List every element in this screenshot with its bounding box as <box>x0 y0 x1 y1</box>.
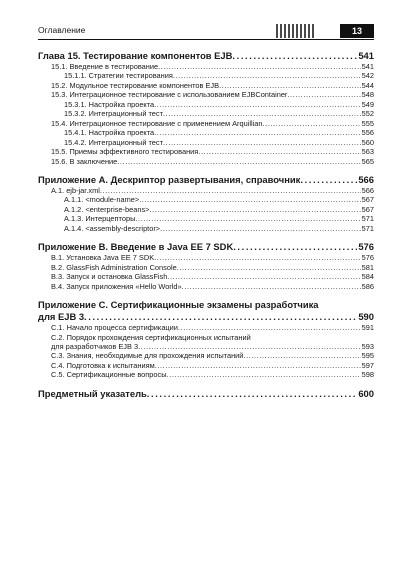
toc-entry-title: B.3. Запуск и остановка GlassFish <box>51 272 168 282</box>
dot-leader <box>167 370 361 379</box>
toc-entry[interactable] <box>38 90 374 99</box>
toc-entry-title: A.1.2. <enterprise-beans> <box>64 204 150 214</box>
spacer <box>38 233 374 241</box>
toc-entry-page: 571 <box>361 214 374 224</box>
toc-entry-page: 600 <box>358 387 374 399</box>
toc-entry-page: 544 <box>361 80 374 90</box>
toc-entry-title: C.3. Знания, необходимые для прохождения испытаний <box>51 351 244 361</box>
toc-entry-title: 15.3.2. Интеграционный тест <box>64 109 163 119</box>
toc-entry-title: Глава 15. Тестирование компонентов EJB <box>38 50 233 61</box>
toc-entry-title: A.1.3. Интерцепторы <box>64 214 136 224</box>
toc-entry[interactable] <box>38 253 374 262</box>
toc-entry-page: 591 <box>361 323 374 333</box>
toc-entry-page: 595 <box>361 351 374 361</box>
dot-leader <box>233 241 357 253</box>
header-divider <box>38 39 374 40</box>
toc-entry-title: Приложение А. Дескриптор развертывания, справочник <box>38 173 301 185</box>
toc-entry-title: C.2. Порядок прохождения сертификационных испытаний <box>51 332 251 342</box>
toc-entry[interactable] <box>38 119 374 128</box>
toc-entry-page: 571 <box>361 223 374 233</box>
toc-entry-title: A.1.1. <module-name> <box>64 195 140 205</box>
toc-entry[interactable] <box>38 361 374 370</box>
toc-entry-page: 597 <box>361 360 374 370</box>
toc-entry[interactable] <box>38 195 374 204</box>
spacer <box>38 291 374 299</box>
toc-entry[interactable] <box>38 81 374 90</box>
dot-leader <box>219 81 361 90</box>
toc-entry-title: C.4. Подготовка к испытаниям <box>51 360 155 370</box>
dot-leader <box>177 263 361 272</box>
toc-entry-title: для EJB 3 <box>38 311 85 323</box>
toc-entry-page: 584 <box>361 272 374 282</box>
toc-entry-page: 567 <box>361 204 374 214</box>
toc-index[interactable] <box>38 388 374 400</box>
dot-leader <box>84 311 357 323</box>
table-of-contents <box>38 50 374 400</box>
dot-leader <box>173 71 361 80</box>
toc-entry[interactable] <box>38 272 374 281</box>
toc-appendix-c[interactable] <box>38 299 374 323</box>
dot-leader <box>135 214 360 223</box>
toc-entry-page: 581 <box>361 262 374 272</box>
toc-entry[interactable] <box>38 370 374 379</box>
dot-leader <box>139 195 360 204</box>
page-number: 13 <box>340 24 374 38</box>
toc-entry[interactable] <box>38 333 374 352</box>
dot-leader <box>154 253 361 262</box>
toc-entry-title: для разработчиков EJB 3 <box>51 341 139 351</box>
toc-entry-title: Приложение С. Сертификационные экзамены разработчика <box>38 299 319 311</box>
toc-entry-title: A.1.4. <assembly-descriptor> <box>64 223 161 233</box>
dot-leader <box>232 50 357 62</box>
toc-entry[interactable] <box>38 147 374 156</box>
dot-leader <box>160 224 361 233</box>
dot-leader <box>154 128 361 137</box>
toc-entry-page: 598 <box>361 370 374 380</box>
toc-chapter-15[interactable] <box>38 50 374 62</box>
toc-entry-page: 576 <box>358 241 374 253</box>
page-header <box>38 24 374 38</box>
dot-leader <box>117 157 360 166</box>
toc-entry[interactable] <box>38 224 374 233</box>
toc-entry[interactable] <box>38 62 374 71</box>
dot-leader <box>163 138 361 147</box>
toc-entry[interactable] <box>38 138 374 147</box>
toc-entry-page: 549 <box>361 99 374 109</box>
toc-appendix-a[interactable] <box>38 174 374 186</box>
spacer <box>38 380 374 388</box>
dot-leader <box>149 205 360 214</box>
dot-leader <box>198 147 360 156</box>
toc-entry-page: 560 <box>361 137 374 147</box>
toc-entry-title: 15.4. Интеграционное тестирование с применением Arquillian <box>51 118 263 128</box>
toc-entry-page: 593 <box>361 341 374 351</box>
dot-leader <box>138 342 361 351</box>
dot-leader <box>287 90 360 99</box>
toc-entry-page: 586 <box>361 281 374 291</box>
toc-entry-title: 15.1.1. Стратегии тестирования <box>64 71 173 81</box>
toc-entry-title: C.1. Начало процесса сертификации <box>51 323 178 333</box>
toc-entry[interactable] <box>38 282 374 291</box>
toc-entry-title: 15.3. Интеграционное тестирование с использованием EJBContainer <box>51 90 288 100</box>
dot-leader <box>147 388 358 400</box>
toc-entry[interactable] <box>38 205 374 214</box>
toc-entry[interactable] <box>38 214 374 223</box>
toc-entry-page: 566 <box>358 173 374 185</box>
toc-appendix-b[interactable] <box>38 241 374 253</box>
header-decoration <box>276 24 316 38</box>
toc-entry-title: C.5. Сертификационные вопросы <box>51 370 167 380</box>
toc-entry-page: 566 <box>361 185 374 195</box>
dot-leader <box>300 174 357 186</box>
toc-entry-title: B.2. GlassFish Administration Console <box>51 262 177 272</box>
toc-entry-page: 590 <box>358 311 374 323</box>
spacer <box>38 166 374 174</box>
dot-leader <box>178 323 361 332</box>
dot-leader <box>100 186 361 195</box>
dot-leader <box>155 361 361 370</box>
dot-leader <box>154 100 361 109</box>
toc-entry-title: 15.1. Введение в тестирование <box>51 62 159 71</box>
toc-entry-page: 542 <box>361 71 374 81</box>
toc-entry-page: 555 <box>361 118 374 128</box>
running-title: Оглавление <box>38 25 86 35</box>
toc-entry[interactable] <box>38 109 374 118</box>
toc-entry-title: 15.2. Модульное тестирование компонентов EJB <box>51 80 220 90</box>
toc-entry[interactable] <box>38 100 374 109</box>
dot-leader <box>182 282 361 291</box>
toc-entry-page: 556 <box>361 128 374 138</box>
toc-entry-page: 563 <box>361 147 374 157</box>
toc-entry[interactable] <box>38 71 374 80</box>
toc-entry-page: 548 <box>361 90 374 100</box>
toc-entry-title: Приложение В. Введение в Java EE 7 SDK <box>38 241 234 253</box>
toc-entry-title: 15.4.2. Интеграционный тест <box>64 137 163 147</box>
toc-entry-title: 15.4.1. Настройка проекта <box>64 128 155 138</box>
toc-entry-title: 15.5. Приемы эффективного тестирования <box>51 147 199 157</box>
toc-entry[interactable] <box>38 157 374 166</box>
toc-entry-title: B.1. Установка Java EE 7 SDK <box>51 253 155 263</box>
toc-entry[interactable] <box>38 128 374 137</box>
toc-entry-title: 15.6. В заключение <box>51 156 118 166</box>
toc-entry[interactable] <box>38 351 374 360</box>
toc-entry[interactable] <box>38 323 374 332</box>
toc-entry[interactable] <box>38 186 374 195</box>
dot-leader <box>243 351 360 360</box>
toc-entry-page: 541 <box>361 62 374 71</box>
dot-leader <box>158 62 361 71</box>
toc-entry-page: 552 <box>361 109 374 119</box>
toc-entry[interactable] <box>38 263 374 272</box>
dot-leader <box>163 109 361 118</box>
toc-entry-page: 576 <box>361 253 374 263</box>
toc-entry-title: Предметный указатель <box>38 387 147 399</box>
toc-entry-title: A.1. ejb-jar.xml <box>51 185 100 195</box>
dot-leader <box>167 272 360 281</box>
toc-entry-title: B.4. Запуск приложения «Hello World» <box>51 281 182 291</box>
dot-leader <box>263 119 361 128</box>
toc-entry-page: 567 <box>361 195 374 205</box>
toc-entry-title: 15.3.1. Настройка проекта <box>64 99 155 109</box>
toc-entry-page: 541 <box>358 50 374 61</box>
toc-entry-page: 565 <box>361 156 374 166</box>
